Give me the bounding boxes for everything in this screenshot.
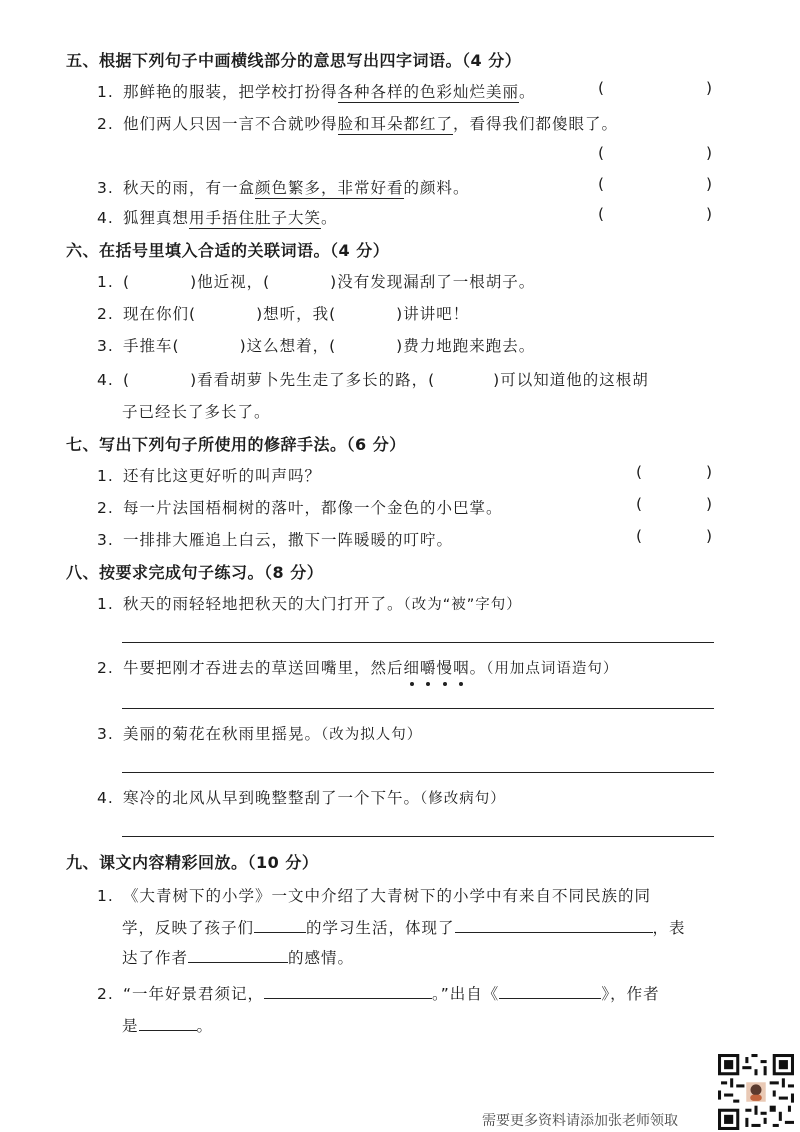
question-number: 2. (97, 985, 114, 1003)
s9-question-1-line-3 (122, 946, 354, 968)
question-text: 。 (196, 1017, 214, 1035)
question-text: ，看得我们都傻眼了。 (453, 115, 619, 133)
question-number: 1. (97, 467, 114, 485)
s7-question-2 (97, 496, 503, 518)
answer-paren-close: ) (706, 527, 713, 545)
question-text: ( (123, 273, 131, 291)
answer-paren-close: ) (706, 175, 713, 193)
section-5-title: 五、根据下列句子中画横线部分的意思写出四字词语。（4 分） (66, 51, 522, 70)
answer-paren-open: ( (598, 175, 605, 193)
s9-question-1 (97, 884, 651, 906)
answer-paren-close: ) (706, 495, 713, 513)
question-text: )没有发现漏刮了一根胡子。 (330, 273, 536, 291)
underlined-phrase: 脸和耳朵都红了 (337, 115, 454, 133)
question-text: 达了作者 (122, 949, 189, 967)
instruction-note: （修改病句） (420, 791, 506, 807)
question-number: 1. (97, 887, 114, 905)
question-text: 。 (519, 83, 536, 101)
question-number: 2. (97, 115, 114, 133)
question-text: 手推车( (123, 337, 180, 355)
fill-blank[interactable] (188, 948, 288, 963)
question-number: 2. (97, 499, 114, 517)
answer-paren-open: ( (636, 527, 643, 545)
answer-paren-close: ) (706, 205, 713, 223)
s5-question-1 (97, 80, 536, 102)
question-text: ( (123, 371, 131, 389)
question-number: 1. (97, 83, 114, 101)
question-text: 。 (321, 209, 338, 227)
question-text: ，表 (652, 919, 686, 937)
question-text: 。 (469, 659, 487, 677)
underlined-phrase: 颜色繁多，非常好看 (255, 179, 404, 197)
footer-note: 需要更多资料请添加张老师领取 (482, 1113, 678, 1129)
question-text: 是 (122, 1017, 139, 1035)
answer-paren-open: ( (598, 79, 605, 97)
question-number: 3. (97, 531, 114, 549)
question-number: 4. (97, 209, 114, 227)
dotted-char: 咽 (453, 659, 470, 677)
question-text: 寒冷的北风从早到晚整整刮了一个下午。 (123, 789, 421, 807)
section-8-title: 八、按要求完成句子练习。（8 分） (66, 563, 324, 582)
s8-question-1 (97, 592, 522, 614)
question-text: 还有比这更好听的叫声吗？ (123, 467, 322, 485)
question-text: )看看胡萝卜先生走了多长的路，( (190, 371, 436, 389)
section-7-title: 七、写出下列句子所使用的修辞手法。（6 分） (66, 435, 406, 454)
question-number: 3. (97, 337, 114, 355)
section-9-title: 九、课文内容精彩回放。（10 分） (66, 853, 319, 872)
question-text: )这么想着，( (239, 337, 337, 355)
instruction-note: （改为“被”字句） (403, 597, 522, 613)
question-number: 3. (97, 725, 114, 743)
fill-blank[interactable] (264, 984, 432, 999)
s5-question-2 (97, 112, 618, 134)
section-6-title: 六、在括号里填入合适的关联词语。（4 分） (66, 241, 390, 260)
s8-question-4 (97, 786, 506, 808)
answer-paren-close: ) (706, 463, 713, 481)
s6-question-2 (97, 302, 469, 324)
dotted-char: 细 (403, 659, 421, 677)
question-number: 1. (97, 595, 114, 613)
fill-blank[interactable] (139, 1016, 197, 1031)
question-text: 的颜料。 (403, 179, 470, 197)
question-text: 的感情。 (288, 949, 355, 967)
s8-question-3 (97, 722, 422, 744)
question-text: 《大青树下的小学》一文中介绍了大青树下的小学中有来自不同民族的同 (123, 887, 652, 905)
question-text: 一排排大雁追上白云，撒下一阵暖暖的叮咛。 (123, 531, 454, 549)
question-text: 秋天的雨，有一盒 (123, 179, 256, 197)
underlined-phrase: 用手捂住肚子大笑 (189, 209, 322, 227)
answer-line[interactable] (122, 836, 714, 837)
answer-paren-close: ) (706, 79, 713, 97)
answer-paren-close: ) (706, 144, 713, 162)
instruction-note: （用加点词语造句） (486, 661, 619, 677)
answer-paren-open: ( (636, 463, 643, 481)
answer-paren-open: ( (598, 205, 605, 223)
question-text: 》，作者 (601, 985, 660, 1003)
s9-question-2 (97, 982, 660, 1004)
answer-paren-open: ( (598, 144, 605, 162)
question-text: )想听，我( (256, 305, 337, 323)
question-text: )讲讲吧！ (396, 305, 470, 323)
question-text: 狐狸真想 (123, 209, 190, 227)
question-number: 4. (97, 371, 114, 389)
s6-question-4-continued: 子已经长了多长了。 (122, 403, 271, 421)
qr-code-icon (718, 1054, 794, 1130)
s7-question-1 (97, 464, 321, 486)
answer-line[interactable] (122, 708, 714, 709)
answer-line[interactable] (122, 772, 714, 773)
s9-question-1-line-2 (122, 916, 686, 938)
fill-blank[interactable] (254, 918, 306, 933)
s9-question-2-line-2 (122, 1014, 213, 1036)
question-number: 3. (97, 179, 114, 197)
question-text: 秋天的雨轻轻地把秋天的大门打开了。 (123, 595, 404, 613)
question-text: 。”出自《 (432, 985, 500, 1003)
s6-question-4 (97, 368, 649, 390)
fill-blank[interactable] (499, 984, 601, 999)
question-text: )他近视，( (190, 273, 271, 291)
question-text: 每一片法国梧桐树的落叶，都像一个金色的小巴掌。 (123, 499, 503, 517)
question-text: “一年好景君须记， (123, 985, 265, 1003)
s8-question-2 (97, 656, 618, 678)
question-text: 学，反映了孩子们 (122, 919, 255, 937)
fill-blank[interactable] (455, 918, 653, 933)
instruction-note: （改为拟人句） (321, 727, 423, 743)
question-number: 2. (97, 659, 114, 677)
dotted-char: 嚼 (420, 659, 437, 677)
question-text: )可以知道他的这根胡 (493, 371, 649, 389)
question-text: )费力地跑来跑去。 (396, 337, 536, 355)
question-number: 2. (97, 305, 114, 323)
question-text: 现在你们( (123, 305, 197, 323)
dotted-char: 慢 (436, 659, 454, 677)
question-number: 4. (97, 789, 114, 807)
question-text: 的学习生活，体现了 (306, 919, 455, 937)
question-text: 那鲜艳的服装，把学校打扮得 (123, 83, 338, 101)
s6-question-3 (97, 334, 535, 356)
answer-paren-open: ( (636, 495, 643, 513)
underlined-phrase: 各种各样的色彩灿烂美丽 (337, 83, 520, 101)
question-text: 他们两人只因一言不合就吵得 (123, 115, 338, 133)
answer-line[interactable] (122, 642, 714, 643)
s5-question-4 (97, 206, 338, 228)
s5-question-3 (97, 176, 470, 198)
s6-question-1 (97, 270, 535, 292)
s7-question-3 (97, 528, 453, 550)
question-number: 1. (97, 273, 114, 291)
question-text: 美丽的菊花在秋雨里摇晃。 (123, 725, 322, 743)
question-text: 牛要把刚才吞进去的草送回嘴里，然后 (123, 659, 404, 677)
